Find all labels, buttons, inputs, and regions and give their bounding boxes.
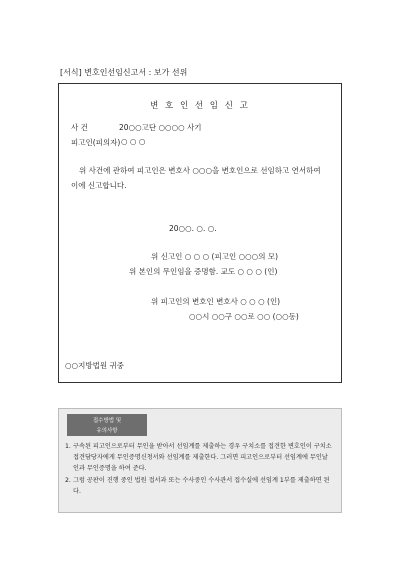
notice-item xyxy=(65,441,333,474)
report-date: 20○○. ○. ○. xyxy=(169,224,217,233)
case-label: 사 건 xyxy=(71,123,88,132)
counsel-address: ○○시 ○○구 ○○로 ○○ (○○동) xyxy=(189,312,299,321)
notice-item-text: 그럼 공판이 진행 중인 법원 접서과 또는 수사중인 수사관서 접수실에 선임계 1부를 제출하면 된다. xyxy=(73,477,330,495)
court-recipient: ○○지방법원 귀중 xyxy=(65,361,124,370)
defendant-label: 피고인(피의자) xyxy=(71,138,121,147)
notice-item-number: 1. xyxy=(65,443,71,450)
notice-item-number: 2. xyxy=(65,477,71,484)
declaration-text: 위 사건에 관하여 피고인은 변호사 ○○○을 변호인으로 선임하고 연서하여 이에 신고합니다. xyxy=(71,166,321,190)
verification-line: 위 본인의 무인임을 증명함. 교도 ○ ○ ○ (인) xyxy=(129,267,278,276)
defendant-value: ○ ○ ○ xyxy=(121,137,146,146)
counsel-line: 위 피고인의 변호인 변호사 ○ ○ ○ (인) xyxy=(151,297,281,306)
page-heading: [서식] 변호인선임신고서 : 보가 선위 xyxy=(60,68,188,77)
reporter-line: 위 신고인 ○ ○ ○ (피고인 ○○○의 모) xyxy=(151,252,279,261)
case-value: 20○○고단 ○○○○ 사기 xyxy=(119,123,202,132)
notice-item xyxy=(65,475,333,497)
notice-item-text: 구속된 피고인으로부터 무인을 받아서 선임계를 제출하는 경우 구치소를 접견한 변호인이 구치소 접견담당자에게 무인증명신청서와 선임계를 제출한다. 그러면 피고인으로부터 선임계에 무인날인과 무인증명을 하여 준다. xyxy=(73,443,332,472)
form-title: 변 호 인 선 임 신 고 xyxy=(150,101,250,111)
notice-list xyxy=(65,441,333,498)
notice-panel xyxy=(58,408,342,513)
notice-tab-label: 접수방법 및 유의사항 xyxy=(67,414,147,436)
report-form xyxy=(58,83,342,383)
